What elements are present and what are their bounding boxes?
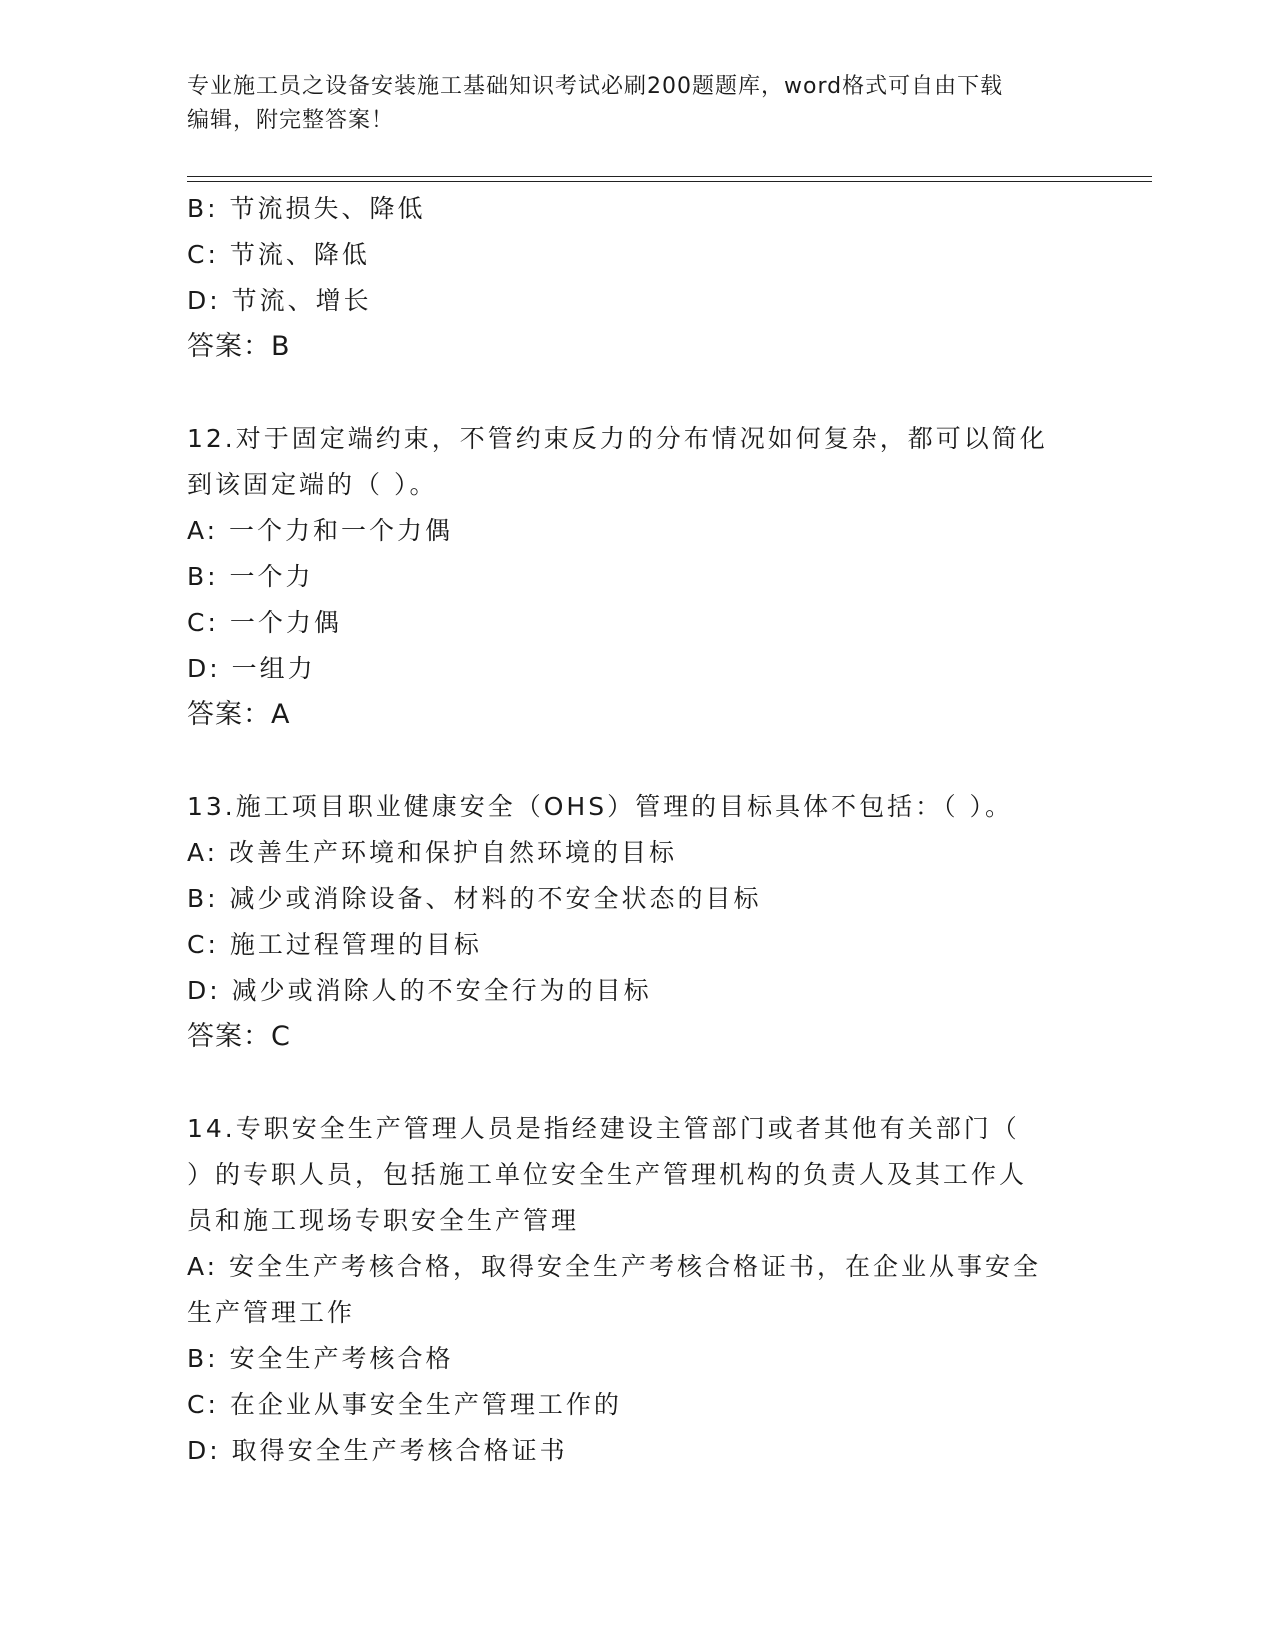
option-d: D: 一组力 <box>187 654 316 683</box>
option-c: C: 施工过程管理的目标 <box>187 930 482 959</box>
question-stem: 员和施工现场专职安全生产管理 <box>187 1206 580 1235</box>
answer-line: 答案：B <box>187 331 291 362</box>
question-stem: 到该固定端的（ ）。 <box>187 470 438 499</box>
option-d: D: 取得安全生产考核合格证书 <box>187 1436 568 1465</box>
header-rule-top <box>187 176 1152 177</box>
answer-line: 答案：A <box>187 699 291 730</box>
spacer <box>187 370 1087 416</box>
option-c: C: 一个力偶 <box>187 608 342 637</box>
option-b: B: 一个力 <box>187 562 314 591</box>
header-line-2: 编辑，附完整答案！ <box>187 108 395 133</box>
question-11 <box>187 186 1087 370</box>
option-a: A: 改善生产环境和保护自然环境的目标 <box>187 838 678 867</box>
question-13 <box>187 784 1087 1060</box>
document-header <box>187 70 1087 138</box>
question-12 <box>187 416 1087 738</box>
question-stem: ）的专职人员，包括施工单位安全生产管理机构的负责人及其工作人 <box>187 1160 1028 1189</box>
spacer <box>187 1060 1087 1106</box>
spacer <box>187 738 1087 784</box>
header-line-1: 专业施工员之设备安装施工基础知识考试必刷200题题库，word格式可自由下载 <box>187 74 1004 99</box>
question-stem: 12.对于固定端约束，不管约束反力的分布情况如何复杂，都可以简化 <box>187 424 1048 453</box>
option-b: B: 安全生产考核合格 <box>187 1344 454 1373</box>
question-14 <box>187 1106 1087 1474</box>
question-stem: 13.施工项目职业健康安全（OHS）管理的目标具体不包括：（ ）。 <box>187 792 1014 821</box>
header-rule-bottom <box>187 181 1152 182</box>
question-stem: 14.专职安全生产管理人员是指经建设主管部门或者其他有关部门（ <box>187 1114 1020 1143</box>
option-c: C: 在企业从事安全生产管理工作的 <box>187 1390 622 1419</box>
option-a-continued: 生产管理工作 <box>187 1298 356 1327</box>
option-d: D: 节流、增长 <box>187 286 372 315</box>
question-list <box>187 186 1087 1474</box>
option-a: A: 一个力和一个力偶 <box>187 516 454 545</box>
option-b: B: 减少或消除设备、材料的不安全状态的目标 <box>187 884 762 913</box>
option-d: D: 减少或消除人的不安全行为的目标 <box>187 976 652 1005</box>
answer-line: 答案：C <box>187 1021 291 1052</box>
option-a: A: 安全生产考核合格，取得安全生产考核合格证书，在企业从事安全 <box>187 1252 1042 1281</box>
option-c: C: 节流、降低 <box>187 240 370 269</box>
option-b: B: 节流损失、降低 <box>187 194 426 223</box>
